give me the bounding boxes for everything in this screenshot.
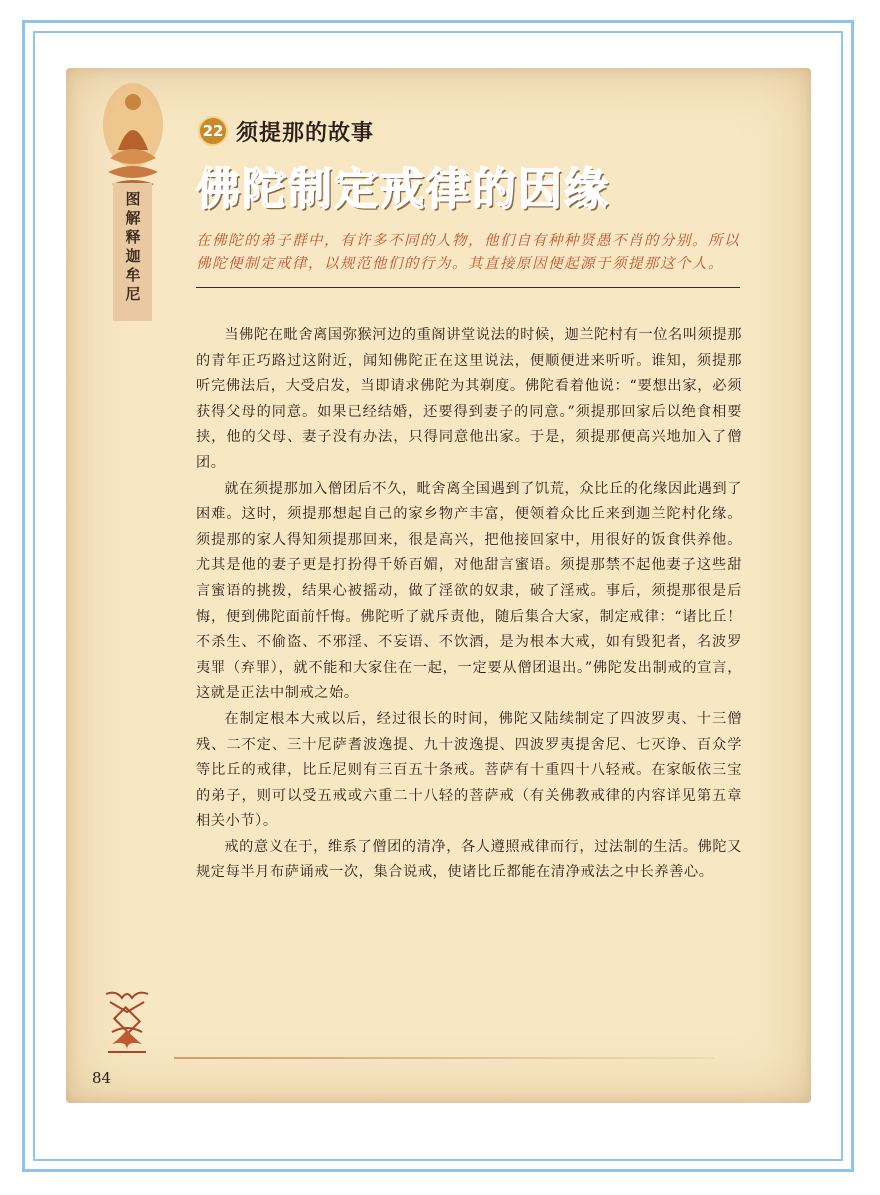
buddha-icon: [98, 80, 168, 200]
paragraph: 在制定根本大戒以后，经过很长的时间，佛陀又陆续制定了四波罗夷、十三僧残、二不定、三十尼萨耆波逸提、九十波逸提、四波罗夷提舍尼、七灭诤、百众学等比丘的戒律，比丘尼则有三百五十条戒。菩萨有十重四十八轻戒。在家皈依三宝的弟子，则可以受五戒或六重二十八轻的菩萨戒（有关佛教戒律的内容详见第五章相关小节）。: [196, 710, 742, 830]
intro-text: 在佛陀的弟子群中，有许多不同的人物，他们自有种种贤愚不肖的分别。所以佛陀便制定戒律，以规范他们的行为。其直接原因便起源于须提那这个人。: [196, 233, 740, 272]
chapter-number-badge: 22: [198, 116, 228, 146]
divider: [196, 287, 740, 288]
page-number: 84: [92, 1069, 112, 1087]
section-subtitle: 须提那的故事: [236, 121, 375, 146]
side-label: 图解释迦牟尼: [125, 190, 141, 303]
page-title: 佛陀制定戒律的因缘: [196, 164, 610, 215]
footer-rule: [174, 1057, 714, 1059]
paragraph: 就在须提那加入僧团后不久，毗舍离全国遇到了饥荒，众比丘的化缘因此遇到了困难。这时，须提那想起自己的家乡物产丰富，便领着众比丘来到迦兰陀村化缘。须提那的家人得知须提那回来，很是高兴，把他接回家中，用很好的饭食供养他。尤其是他的妻子更是打扮得千娇百媚，对他甜言蜜语。须提那禁不起他妻子这些甜言蜜语的挑拨，结果心被摇动，做了淫欲的奴隶，破了淫戒。事后，须提那很是后悔，便到佛陀面前忏悔。佛陀听了就斥责他，随后集合大家，制定戒律：“诸比丘！不杀生、不偷盗、不邪淫、不妄语、不饮酒，是为根本大戒，如有毁犯者，名波罗夷罪（弃罪），就不能和大家住在一起，一定要从僧团退出。”佛陀发出制戒的宣言，这就是正法中制戒之始。: [196, 480, 742, 702]
paragraph: 当佛陀在毗舍离国弥猴河边的重阁讲堂说法的时候，迦兰陀村有一位名叫须提那的青年正巧路过这附近，闻知佛陀正在这里说法，便顺便进来听听。谁知，须提那听完佛法后，大受启发，当即请求佛陀为其剃度。佛陀看着他说：“要想出家，必须获得父母的同意。如果已经结婚，还要得到妻子的同意。”须提那回家后以绝食相要挟，他的父母、妻子没有办法，只得同意他出家。于是，须提那便高兴地加入了僧团。: [196, 327, 742, 471]
paragraph: 戒的意义在于，维系了僧团的清净，各人遵照戒律而行，过法制的生活。佛陀又规定每半月布萨诵戒一次，集合说戒，使诸比丘都能在清净戒法之中长养善心。: [196, 838, 742, 881]
body-text: [196, 323, 742, 886]
lotus-ornament-icon: [98, 988, 156, 1056]
